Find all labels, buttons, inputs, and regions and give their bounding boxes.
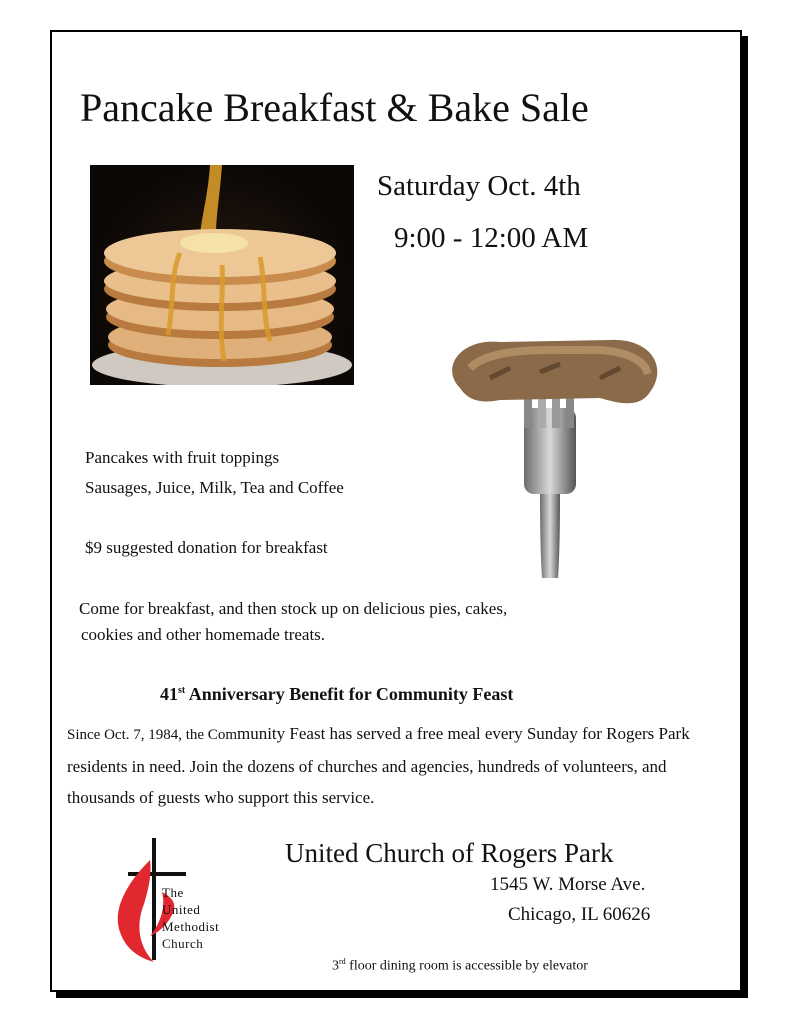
flyer-frame — [50, 30, 742, 992]
church-name: United Church of Rogers Park — [285, 838, 614, 868]
street-address: 1545 W. Morse Ave. — [490, 874, 646, 895]
bake-sale-text: Come for breakfast, and then stock up on delicious pies, cakes, — [79, 599, 508, 618]
community-feast-description: Since Oct. 7, 1984, the Community Feast has served a free meal every Sunday for Rogers Park residents in need. Join the dozens of churches and agencies, hundreds of volunteers, and thousands of guests who support this service. — [67, 724, 690, 807]
menu-item: Sausages, Juice, Milk, Tea and Coffee — [85, 478, 344, 497]
menu-item: Pancakes with fruit toppings — [85, 448, 280, 467]
flyer-title: Pancake Breakfast & Bake Sale — [80, 85, 589, 130]
suggested-donation: $9 suggested donation for breakfast — [85, 538, 328, 557]
sausage-on-fork-photo — [400, 308, 704, 598]
pancake-stack-photo — [90, 165, 354, 385]
anniversary-heading: 41st Anniversary Benefit for Community Feast — [160, 684, 514, 704]
accessibility-note: 3rd floor dining room is accessible by elevator — [332, 957, 588, 974]
city-state-zip: Chicago, IL 60626 — [508, 904, 651, 925]
event-date: Saturday Oct. 4th — [377, 170, 581, 202]
logo-text: The United Methodist Church — [162, 885, 220, 951]
bake-sale-text: cookies and other homemade treats. — [81, 625, 326, 644]
event-time: 9:00 - 12:00 AM — [394, 222, 589, 254]
